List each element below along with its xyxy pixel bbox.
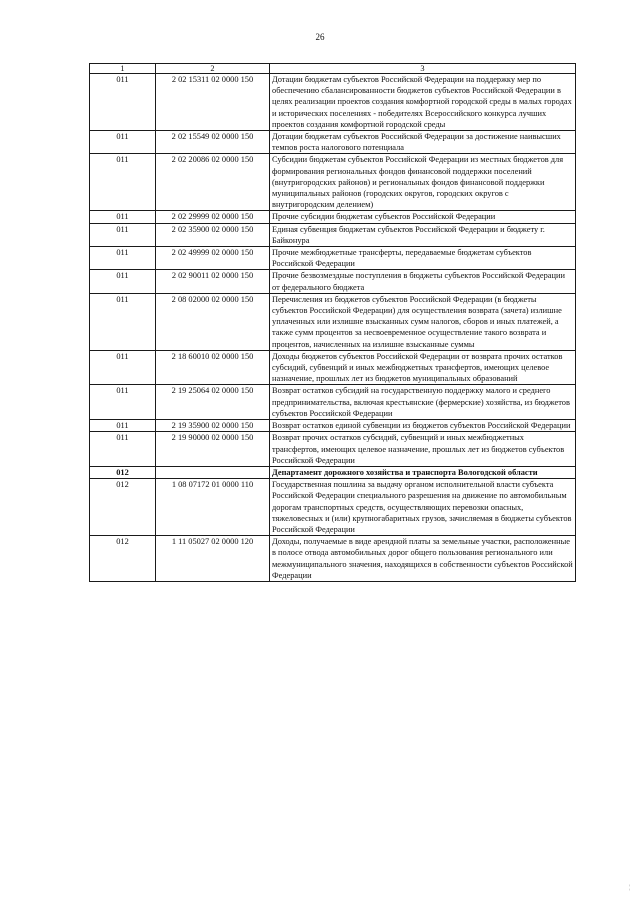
table-row (90, 247, 576, 270)
table-row (90, 420, 576, 432)
description-cell: Прочие межбюджетные трансферты, передаваемые бюджетам субъектов Российской Федерации (270, 247, 576, 270)
admin-code-cell: 012 (90, 536, 156, 582)
table-body (90, 74, 576, 582)
revenue-code-cell: 1 11 05027 02 0000 120 (156, 536, 270, 582)
table-row (90, 432, 576, 467)
admin-code-cell: 011 (90, 74, 156, 131)
revenue-code-cell: 2 02 15549 02 0000 150 (156, 131, 270, 154)
admin-code-cell: 011 (90, 154, 156, 211)
column-header-description: 3 (270, 64, 576, 74)
description-cell: Департамент дорожного хозяйства и транспорта Вологодской области (270, 466, 576, 478)
page-number: 26 (315, 32, 325, 42)
table-row (90, 131, 576, 154)
description-cell: Перечисления из бюджетов субъектов Российской Федерации (в бюджеты субъектов Российской Федерации) для осуществления возврата (зачета) излишне уплаченных или излишне взысканных сумм налогов, сборов и иных платежей, а также сумм процентов за несвоевременное осуществление такого возврата и процентов, начисленных на излишне взысканные суммы (270, 293, 576, 350)
revenue-code-cell: 2 02 90011 02 0000 150 (156, 270, 270, 293)
description-cell: Единая субвенция бюджетам субъектов Российской Федерации и бюджету г. Байконура (270, 223, 576, 246)
table-row (90, 536, 576, 582)
table-row (90, 211, 576, 223)
description-cell: Дотации бюджетам субъектов Российской Федерации за достижение наивысших темпов роста налогового потенциала (270, 131, 576, 154)
description-cell: Государственная пошлина за выдачу органом исполнительной власти субъекта Российской Федерации специального разрешения на движение по автомобильным дорогам транспортных средств, осуществляющих перевозки опасных, тяжеловесных и (или) крупногабаритных грузов, зачисляемая в бюджеты субъектов Российской Федерации (270, 479, 576, 536)
admin-code-cell: 011 (90, 385, 156, 420)
revenue-code-cell: 2 02 35900 02 0000 150 (156, 223, 270, 246)
admin-code-cell: 011 (90, 350, 156, 385)
revenue-code-cell: 1 08 07172 01 0000 110 (156, 479, 270, 536)
admin-code-cell: 011 (90, 247, 156, 270)
admin-code-cell: 011 (90, 223, 156, 246)
revenue-code-cell: 2 19 25064 02 0000 150 (156, 385, 270, 420)
admin-code-cell: 012 (90, 479, 156, 536)
table-row (90, 479, 576, 536)
revenue-code-cell: 2 02 20086 02 0000 150 (156, 154, 270, 211)
admin-code-cell: 011 (90, 293, 156, 350)
margin-mark: ¦ (628, 885, 630, 891)
description-cell: Возврат прочих остатков субсидий, субвенций и иных межбюджетных трансфертов, имеющих целевое назначение, прошлых лет из бюджетов субъектов Российской Федерации (270, 432, 576, 467)
table-row (90, 270, 576, 293)
admin-code-cell: 011 (90, 131, 156, 154)
revenue-code-cell (156, 466, 270, 478)
description-cell: Возврат остатков субсидий на государственную поддержку малого и среднего предпринимательства, включая крестьянские (фермерские) хозяйства, из бюджетов субъектов Российской Федерации (270, 385, 576, 420)
column-header-admin: 1 (90, 64, 156, 74)
table-row (90, 293, 576, 350)
admin-code-cell: 011 (90, 270, 156, 293)
description-cell: Субсидии бюджетам субъектов Российской Федерации из местных бюджетов для формирования региональных фондов финансовой поддержки поселений (внутригородских районов) и региональных фондов финансовой поддержки муниципальных районов (городских округов, городских округов с внутригородским делением) (270, 154, 576, 211)
department-row (90, 466, 576, 478)
description-cell: Прочие субсидии бюджетам субъектов Российской Федерации (270, 211, 576, 223)
revenue-code-cell: 2 18 60010 02 0000 150 (156, 350, 270, 385)
revenue-code-cell: 2 08 02000 02 0000 150 (156, 293, 270, 350)
admin-code-cell: 012 (90, 466, 156, 478)
admin-code-cell: 011 (90, 211, 156, 223)
admin-code-cell: 011 (90, 420, 156, 432)
table-row (90, 154, 576, 211)
revenue-code-cell: 2 19 35900 02 0000 150 (156, 420, 270, 432)
description-cell: Дотации бюджетам субъектов Российской Федерации на поддержку мер по обеспечению сбалансированности бюджетов субъектов Российской Федерации в целях реализации проектов создания комфортной городской среды в малых городах и исторических поселениях - победителях Всероссийского конкурса лучших проектов создания комфортной городской среды (270, 74, 576, 131)
table-row (90, 385, 576, 420)
admin-code-cell: 011 (90, 432, 156, 467)
column-header-code: 2 (156, 64, 270, 74)
description-cell: Доходы, получаемые в виде арендной платы за земельные участки, расположенные в полосе отвода автомобильных дорог общего пользования регионального или межмуниципального значения, находящихся в собственности субъектов Российской Федерации (270, 536, 576, 582)
revenue-code-cell: 2 02 29999 02 0000 150 (156, 211, 270, 223)
revenue-code-cell: 2 02 15311 02 0000 150 (156, 74, 270, 131)
description-cell: Возврат остатков единой субвенции из бюджетов субъектов Российской Федерации (270, 420, 576, 432)
description-cell: Доходы бюджетов субъектов Российской Федерации от возврата прочих остатков субсидий, субвенций и иных межбюджетных трансфертов, имеющих целевое назначение, прошлых лет из бюджетов муниципальных образований (270, 350, 576, 385)
table-header-row (90, 64, 576, 74)
table-row (90, 223, 576, 246)
table-row (90, 350, 576, 385)
revenue-code-cell: 2 02 49999 02 0000 150 (156, 247, 270, 270)
table-row (90, 74, 576, 131)
revenue-code-cell: 2 19 90000 02 0000 150 (156, 432, 270, 467)
description-cell: Прочие безвозмездные поступления в бюджеты субъектов Российской Федерации от федерального бюджета (270, 270, 576, 293)
budget-revenue-table (89, 63, 576, 582)
